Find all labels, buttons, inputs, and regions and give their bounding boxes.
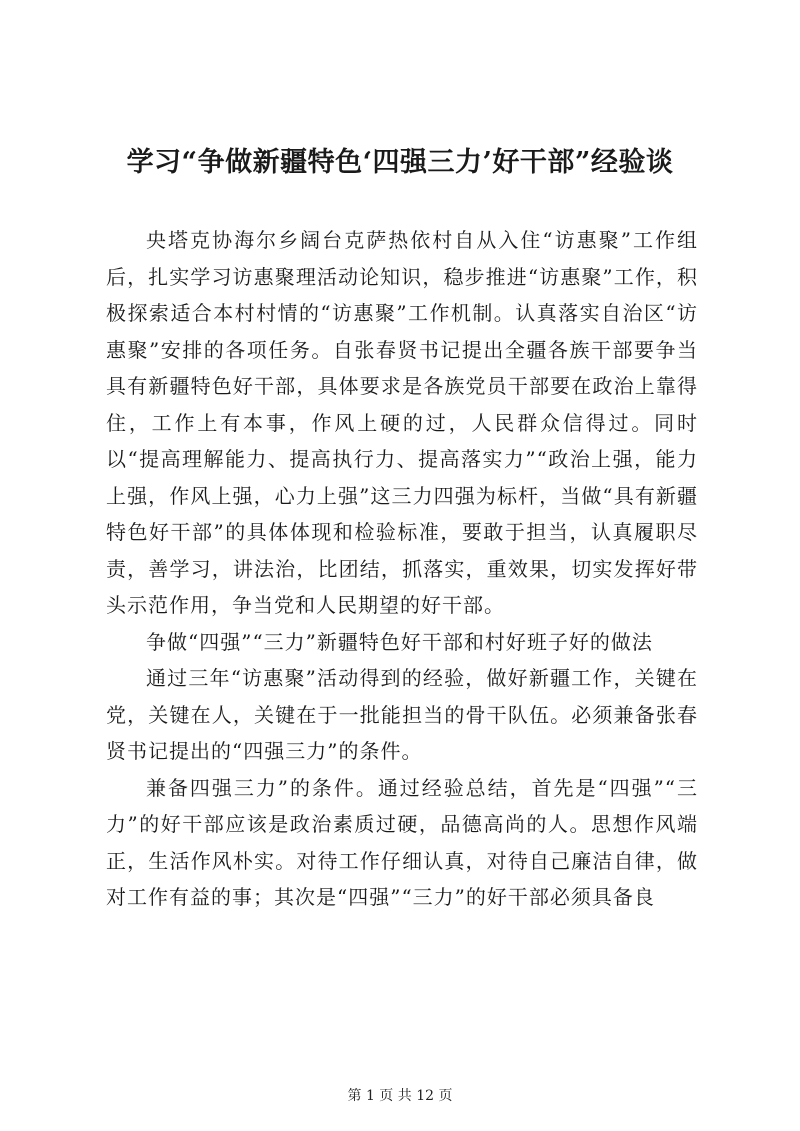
document-title: 学习“争做新疆特色‘四强三力’好干部”经验谈 [126, 147, 674, 178]
paragraph-intro: 央塔克协海尔乡阔台克萨热依村自从入住“访惠聚”工作组后，扎实学习访惠聚理活动论知识，稳步推进“访惠聚”工作，积极探索适合本村村情的“访惠聚”工作机制。认真落实自治区“访惠聚”安排的各项任务。自张春贤书记提出全疆各族干部要争当具有新疆特色好干部，具体要求是各族党员干部要在政治上靠得住，工作上有本事，作风上硬的过，人民群众信得过。同时以“提高理解能力、提高执行力、提高落实力”“政治上强，能力上强，作风上强，心力上强”这三力四强为标杆，当做“具有新疆特色好干部”的具体体现和检验标准，要敢于担当，认真履职尽责，善学习，讲法治，比团结，抓落实，重效果，切实发挥好带头示范作用，争当党和人民期望的好干部。 [106, 228, 698, 617]
document-body [106, 222, 698, 916]
page-number-footer: 第 1 页 共 12 页 [347, 1088, 453, 1104]
paragraph-experience: 通过三年“访惠聚”活动得到的经验，做好新疆工作，关键在党，关键在人，关键在于一批能担当的骨干队伍。必须兼备张春贤书记提出的“四强三力”的条件。 [106, 666, 698, 763]
paragraph-conditions: 兼备四强三力”的条件。通过经验总结，首先是“四强”“三力”的好干部应该是政治素质过硬，品德高尚的人。思想作风端正，生活作风朴实。对待工作仔细认真，对待自己廉洁自律，做对工作有益的事；其次是“四强”“三力”的好干部必须具备良 [106, 775, 698, 909]
paragraph-heading: 争做“四强”“三力”新疆特色好干部和村好班子好的做法 [146, 629, 653, 654]
